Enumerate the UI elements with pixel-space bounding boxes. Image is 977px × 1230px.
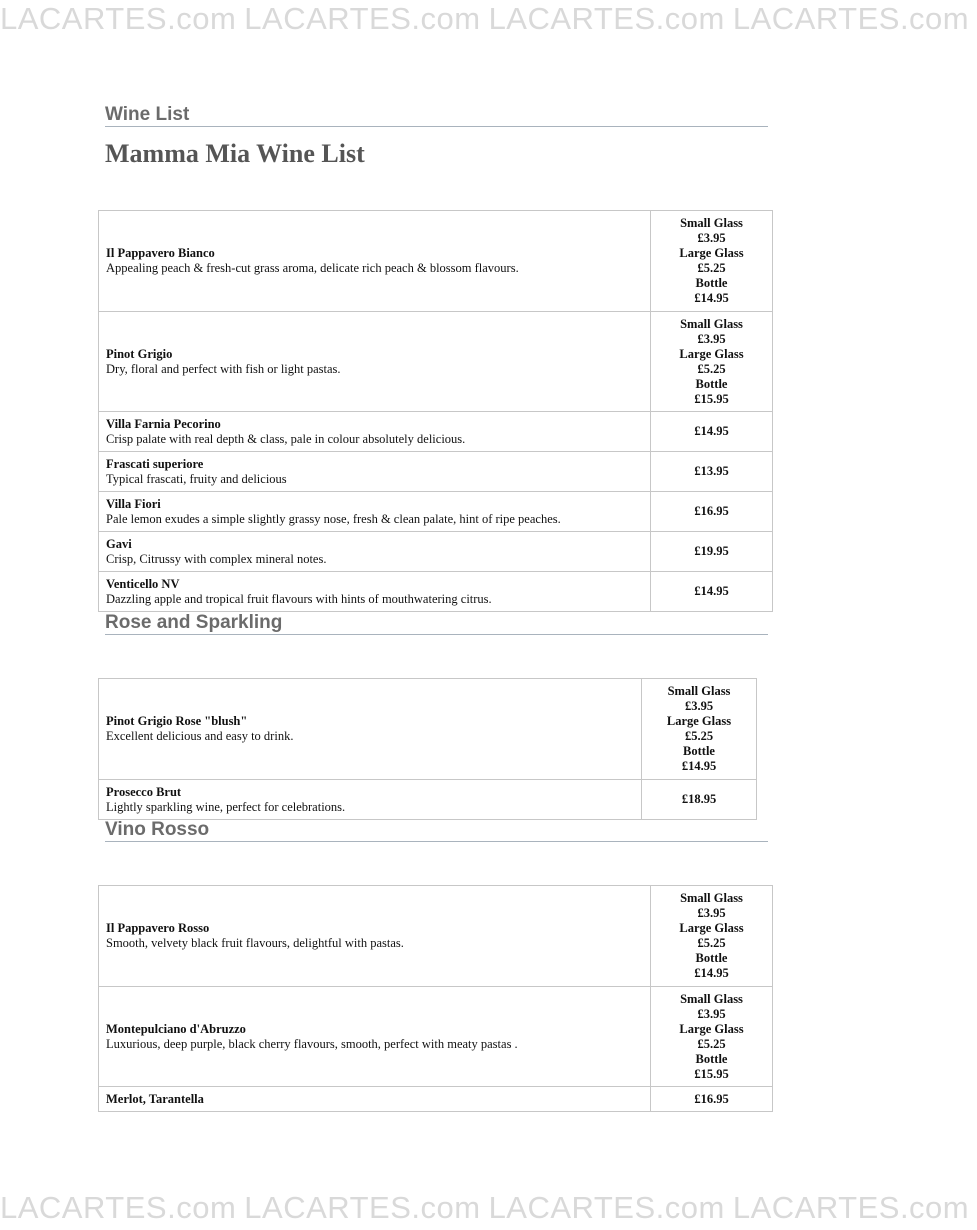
price-value: £13.95 <box>694 464 729 478</box>
price-label: Large Glass <box>679 921 744 935</box>
table-row <box>99 987 773 1087</box>
table-row <box>99 532 773 572</box>
watermark-text: LACARTES.com <box>0 1 237 36</box>
table-row <box>99 211 773 312</box>
price-value: £16.95 <box>694 1091 729 1106</box>
wine-price-cell <box>651 572 773 612</box>
wine-description: Dry, floral and perfect with fish or light pastas. <box>106 361 341 376</box>
watermark-text: LACARTES.com <box>732 1190 970 1225</box>
wine-price-cell <box>651 412 773 452</box>
wine-description: Dazzling apple and tropical fruit flavours with hints of mouthwatering citrus. <box>106 591 492 606</box>
table-row <box>99 492 773 532</box>
price-value: £5.25 <box>697 261 726 275</box>
price-label: Large Glass <box>679 346 744 361</box>
wine-name: Gavi <box>106 536 132 551</box>
wine-description-cell <box>99 987 651 1087</box>
price-value: £5.25 <box>697 1036 726 1051</box>
table-row <box>99 412 773 452</box>
price-value: £14.95 <box>681 759 717 773</box>
wine-description: Lightly sparkling wine, perfect for celebrations. <box>106 799 346 814</box>
section-heading-vino-rosso: Vino Rosso <box>105 819 768 842</box>
wine-name: Il Pappavero Rosso <box>106 921 210 935</box>
wine-price-cell <box>651 312 773 412</box>
price-label: Small Glass <box>680 891 743 905</box>
wine-price-cell <box>651 886 773 987</box>
table-row <box>99 780 757 820</box>
price-value: £14.95 <box>694 584 729 598</box>
wine-price-cell <box>642 679 757 780</box>
watermark-text: LACARTES.com <box>488 1190 725 1225</box>
price-value: £3.95 <box>697 231 726 245</box>
price-value: £3.95 <box>697 1006 726 1021</box>
section-heading-rose-sparkling: Rose and Sparkling <box>105 612 768 635</box>
wine-description-cell <box>99 532 651 572</box>
wine-table-white <box>98 210 773 612</box>
wine-description: Luxurious, deep purple, black cherry flavours, smooth, perfect with meaty pastas . <box>106 1036 518 1051</box>
wine-description-cell <box>99 780 642 820</box>
price-label: Small Glass <box>680 316 743 331</box>
price-value: £16.95 <box>694 504 729 518</box>
table-row <box>99 886 773 987</box>
wine-price-cell <box>651 492 773 532</box>
wine-description: Typical frascati, fruity and delicious <box>106 471 287 486</box>
wine-price-cell <box>651 211 773 312</box>
price-label: Bottle <box>683 744 715 758</box>
wine-name: Merlot, Tarantella <box>106 1091 204 1106</box>
wine-description: Excellent delicious and easy to drink. <box>106 729 294 743</box>
table-row <box>99 312 773 412</box>
price-label: Bottle <box>695 951 728 965</box>
wine-description-cell <box>99 412 651 452</box>
wine-name: Montepulciano d'Abruzzo <box>106 1021 246 1036</box>
price-label: Bottle <box>695 1051 728 1066</box>
table-row <box>99 572 773 612</box>
wine-name: Pinot Grigio Rose "blush" <box>106 714 248 728</box>
price-value: £3.95 <box>697 906 726 920</box>
table-row <box>99 1087 773 1112</box>
price-value: £5.25 <box>697 936 726 950</box>
wine-price-cell <box>651 452 773 492</box>
wine-name: Frascati superiore <box>106 456 204 471</box>
wine-price-cell <box>651 532 773 572</box>
price-label: Large Glass <box>679 246 744 260</box>
price-value: £14.95 <box>694 424 729 438</box>
price-label: Bottle <box>695 376 728 391</box>
wine-price-cell <box>651 1087 773 1112</box>
price-label: Large Glass <box>666 714 732 728</box>
watermark-text: LACARTES.com <box>488 1 725 36</box>
table-row <box>99 679 757 780</box>
wine-name: Villa Fiori <box>106 496 161 511</box>
price-label: Small Glass <box>667 684 731 698</box>
wine-description-cell <box>99 492 651 532</box>
wine-description: Crisp, Citrussy with complex mineral notes. <box>106 551 327 566</box>
watermark-bottom <box>0 1190 970 1230</box>
price-value: £14.95 <box>694 966 729 980</box>
wine-price-cell <box>642 780 757 820</box>
watermark-text: LACARTES.com <box>732 1 970 36</box>
price-label: Bottle <box>695 276 728 290</box>
wine-description-cell <box>99 886 651 987</box>
wine-description: Pale lemon exudes a simple slightly grassy nose, fresh & clean palate, hint of ripe peaches. <box>106 511 561 526</box>
watermark-top <box>0 1 970 41</box>
wine-table-red <box>98 885 773 1112</box>
wine-description-cell <box>99 679 642 780</box>
watermark-text: LACARTES.com <box>0 1190 237 1225</box>
wine-name: Prosecco Brut <box>106 784 182 799</box>
price-value: £14.95 <box>694 291 729 305</box>
wine-name: Pinot Grigio <box>106 346 173 361</box>
wine-description-cell <box>99 1087 651 1112</box>
price-value: £19.95 <box>694 544 729 558</box>
wine-table-rose <box>98 678 757 820</box>
price-value: £3.95 <box>697 331 726 346</box>
price-label: Small Glass <box>680 216 743 230</box>
price-value: £5.25 <box>684 729 714 743</box>
wine-name: Villa Farnia Pecorino <box>106 416 221 431</box>
page-title: Mamma Mia Wine List <box>105 139 365 168</box>
wine-description: Crisp palate with real depth & class, pale in colour absolutely delicious. <box>106 431 466 446</box>
wine-description-cell <box>99 312 651 412</box>
watermark-text: LACARTES.com <box>244 1190 481 1225</box>
price-label: Small Glass <box>680 991 743 1006</box>
wine-description-cell <box>99 211 651 312</box>
price-value: £18.95 <box>681 792 717 806</box>
price-value: £15.95 <box>694 1066 729 1081</box>
wine-name: Il Pappavero Bianco <box>106 246 215 260</box>
wine-description: Smooth, velvety black fruit flavours, delightful with pastas. <box>106 936 404 950</box>
wine-name: Venticello NV <box>106 576 180 591</box>
price-value: £5.25 <box>697 361 726 376</box>
price-label: Large Glass <box>679 1021 744 1036</box>
price-value: £3.95 <box>684 699 714 713</box>
wine-description: Appealing peach & fresh-cut grass aroma, delicate rich peach & blossom flavours. <box>106 261 519 275</box>
wine-description-cell <box>99 452 651 492</box>
wine-price-cell <box>651 987 773 1087</box>
section-heading-wine-list: Wine List <box>105 104 768 127</box>
price-value: £15.95 <box>694 391 729 406</box>
table-row <box>99 452 773 492</box>
watermark-text: LACARTES.com <box>244 1 481 36</box>
wine-description-cell <box>99 572 651 612</box>
